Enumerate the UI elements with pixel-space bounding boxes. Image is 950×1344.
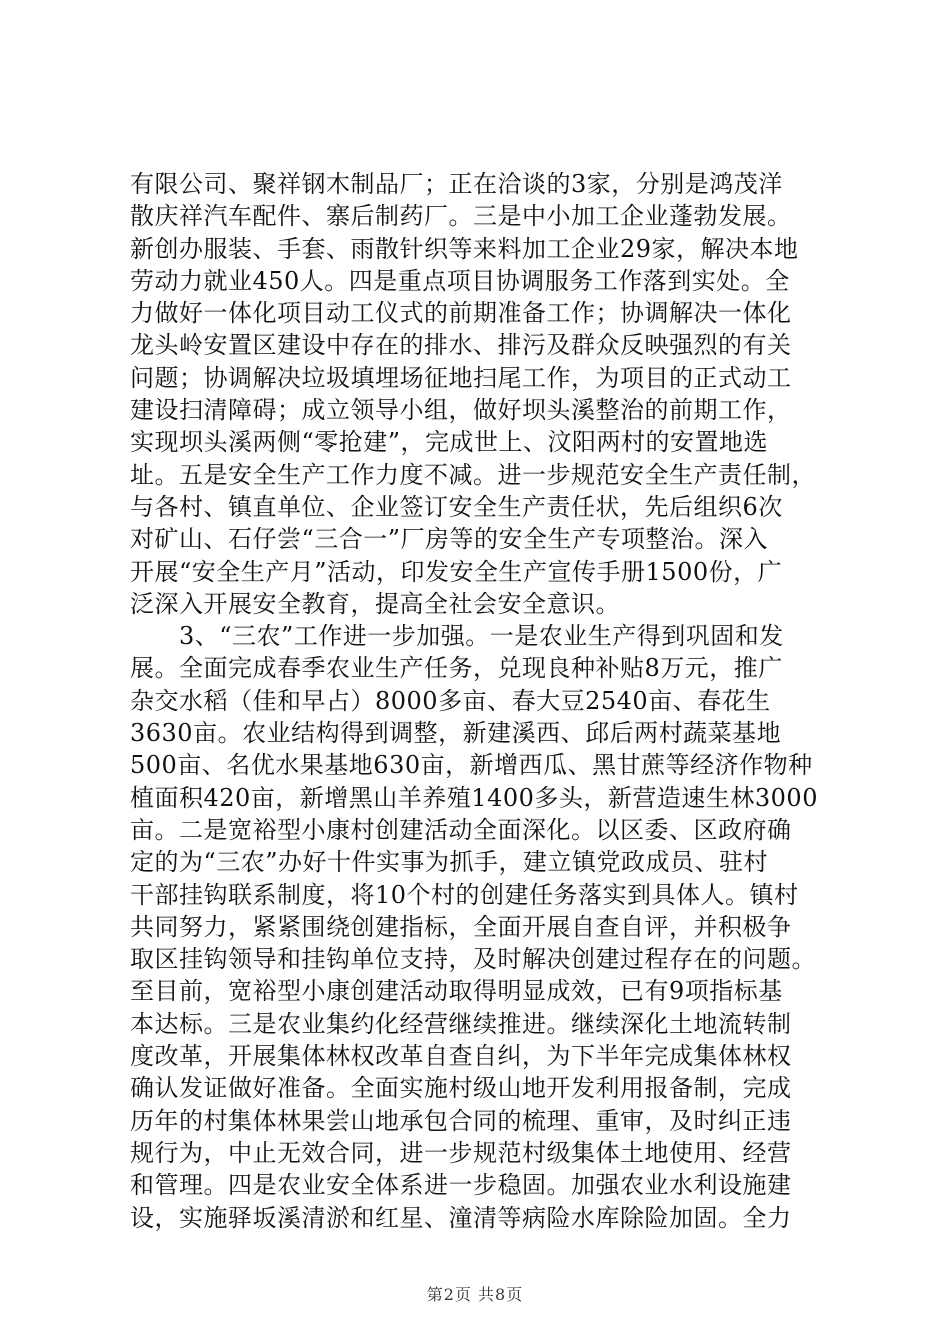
text-line: 3630亩。农业结构得到调整，新建溪西、邱后两村蔬菜基地 <box>130 719 782 748</box>
text-line: 历年的村集体林果尝山地承包合同的梳理、重审，及时纠正违 <box>130 1106 792 1135</box>
text-line: 3、“三农”工作进一步加强。一是农业生产得到巩固和发 <box>130 622 784 651</box>
text-line: 展。全面完成春季农业生产任务，兑现良种补贴8万元，推广 <box>130 654 783 683</box>
text-line: 本达标。三是农业集约化经营继续推进。继续深化土地流转制 <box>130 1009 792 1038</box>
text-line: 和管理。四是农业安全体系进一步稳固。加强农业水利设施建 <box>130 1171 792 1200</box>
page-number-footer: 第2页 共8页 <box>426 1285 524 1304</box>
text-line: 实现坝头溪两侧“零抢建”，完成世上、汶阳两村的安置地选 <box>130 428 769 457</box>
text-line: 力做好一体化项目动工仪式的前期准备工作；协调解决一体化 <box>130 299 792 328</box>
text-line: 植面积420亩，新增黑山羊养殖1400多头，新营造速生林3000 <box>130 783 818 812</box>
text-line: 度改革，开展集体林权改革自查自纠，为下半年完成集体林权 <box>130 1042 792 1071</box>
text-line: 对矿山、石仔尝“三合一”厂房等的安全生产专项整治。深入 <box>130 525 769 554</box>
document-body <box>130 168 830 1234</box>
text-line: 杂交水稻（佳和早占）8000多亩、春大豆2540亩、春花生 <box>130 686 771 715</box>
text-line: 泛深入开展安全教育，提高全社会安全意识。 <box>130 589 620 618</box>
text-line: 取区挂钩领导和挂钩单位支持，及时解决创建过程存在的问题。 <box>130 945 816 974</box>
text-line: 问题；协调解决垃圾填埋场征地扫尾工作，为项目的正式动工 <box>130 363 792 392</box>
text-line: 定的为“三农”办好十件实事为抓手，建立镇党政成员、驻村 <box>130 848 769 877</box>
text-line: 至目前，宽裕型小康创建活动取得明显成效，已有9项指标基 <box>130 977 783 1006</box>
text-line: 亩。二是宽裕型小康村创建活动全面深化。以区委、区政府确 <box>130 815 792 844</box>
text-line: 共同努力，紧紧围绕创建指标，全面开展自查自评，并积极争 <box>130 912 792 941</box>
text-line: 劳动力就业450人。四是重点项目协调服务工作落到实处。全 <box>130 266 790 295</box>
text-line: 干部挂钩联系制度，将10个村的创建任务落实到具体人。镇村 <box>130 880 799 909</box>
text-line: 确认发证做好准备。全面实施村级山地开发利用报备制，完成 <box>130 1074 792 1103</box>
text-line: 新创办服装、手套、雨散针织等来料加工企业29家，解决本地 <box>130 234 799 263</box>
text-line: 与各村、镇直单位、企业签订安全生产责任状，先后组织6次 <box>130 492 783 521</box>
text-line: 址。五是安全生产工作力度不减。进一步规范安全生产责任制， <box>130 460 816 489</box>
text-line: 建设扫清障碍；成立领导小组，做好坝头溪整治的前期工作， <box>130 396 792 425</box>
text-line: 设，实施驿坂溪清淤和红星、潼清等病险水库除险加固。全力 <box>130 1203 792 1232</box>
text-line: 规行为，中止无效合同，进一步规范村级集体土地使用、经营 <box>130 1138 792 1167</box>
text-line: 龙头岭安置区建设中存在的排水、排污及群众反映强烈的有关 <box>130 331 792 360</box>
text-line: 散庆祥汽车配件、寨后制药厂。三是中小加工企业蓬勃发展。 <box>130 202 792 231</box>
text-line: 500亩、名优水果基地630亩，新增西瓜、黑甘蔗等经济作物种 <box>130 751 813 780</box>
text-line: 有限公司、聚祥钢木制品厂；正在洽谈的3家，分别是鸿茂洋 <box>130 170 783 198</box>
text-line: 开展“安全生产月”活动，印发安全生产宣传手册1500份，广 <box>130 557 783 586</box>
